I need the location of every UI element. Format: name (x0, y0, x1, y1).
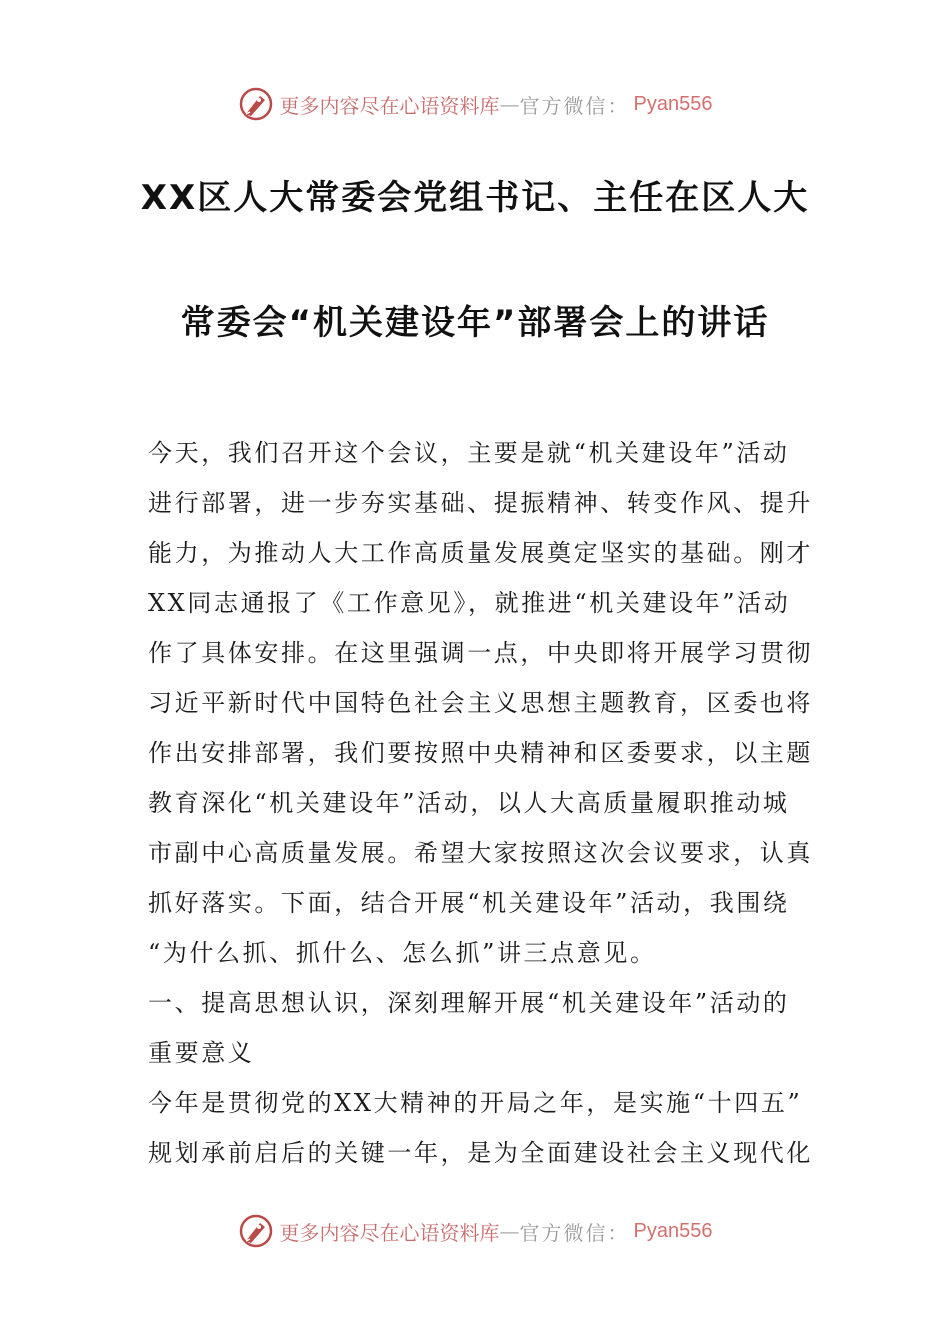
body-line: 规划承前启后的关键一年，是为全面建设社会主义现代化 (148, 1139, 813, 1167)
header-banner (0, 84, 950, 124)
banner-dash: — (499, 1219, 520, 1243)
body-line: “为什么抓、抓什么、怎么抓”讲三点意见。 (148, 939, 657, 967)
banner-label: 官方微信： (519, 93, 630, 118)
body-line: XX同志通报了《工作意见》，就推进“机关建设年”活动 (148, 589, 791, 617)
body-line: 市副中心高质量发展。希望大家按照这次会议要求，认真 (148, 839, 813, 867)
body-line: 作了具体安排。在这里强调一点，中央即将开展学习贯彻 (148, 639, 813, 667)
document-title-line-2: 常委会“机关建设年”部署会上的讲话 (180, 303, 770, 343)
banner-text: 更多内容尽在心语资料库 (279, 93, 500, 118)
body-line: 抓好落实。下面，结合开展“机关建设年”活动，我围绕 (148, 889, 790, 917)
body-line: 今天，我们召开这个会议，主要是就“机关建设年”活动 (148, 439, 790, 467)
banner-label: 官方微信： (519, 1220, 630, 1245)
banner-wechat-id: Pyan556 (633, 1219, 713, 1242)
body-line: 习近平新时代中国特色社会主义思想主题教育，区委也将 (148, 689, 813, 717)
body-line: 教育深化“机关建设年”活动，以人大高质量履职推动城 (148, 789, 790, 817)
body-line: 今年是贯彻党的XX大精神的开局之年，是实施“十四五” (148, 1089, 803, 1117)
document-body (148, 428, 813, 1178)
pen-nib-logo-icon (238, 1213, 274, 1249)
banner-wechat-id: Pyan556 (633, 92, 713, 115)
body-line: 能力，为推动人大工作高质量发展奠定坚实的基础。刚才 (148, 539, 813, 567)
section-heading: 一、提高思想认识，深刻理解开展“机关建设年”活动的 (148, 989, 790, 1017)
pen-nib-logo-icon (238, 86, 274, 122)
banner-text: 更多内容尽在心语资料库 (279, 1220, 500, 1245)
body-line: 进行部署，进一步夯实基础、提振精神、转变作风、提升 (148, 489, 813, 517)
footer-banner (0, 1211, 950, 1251)
document-title-line-1: XX区人大常委会党组书记、主任在区人大 (140, 178, 810, 218)
section-heading: 重要意义 (148, 1039, 255, 1067)
banner-dash: — (499, 92, 520, 116)
body-line: 作出安排部署，我们要按照中央精神和区委要求，以主题 (148, 739, 813, 767)
